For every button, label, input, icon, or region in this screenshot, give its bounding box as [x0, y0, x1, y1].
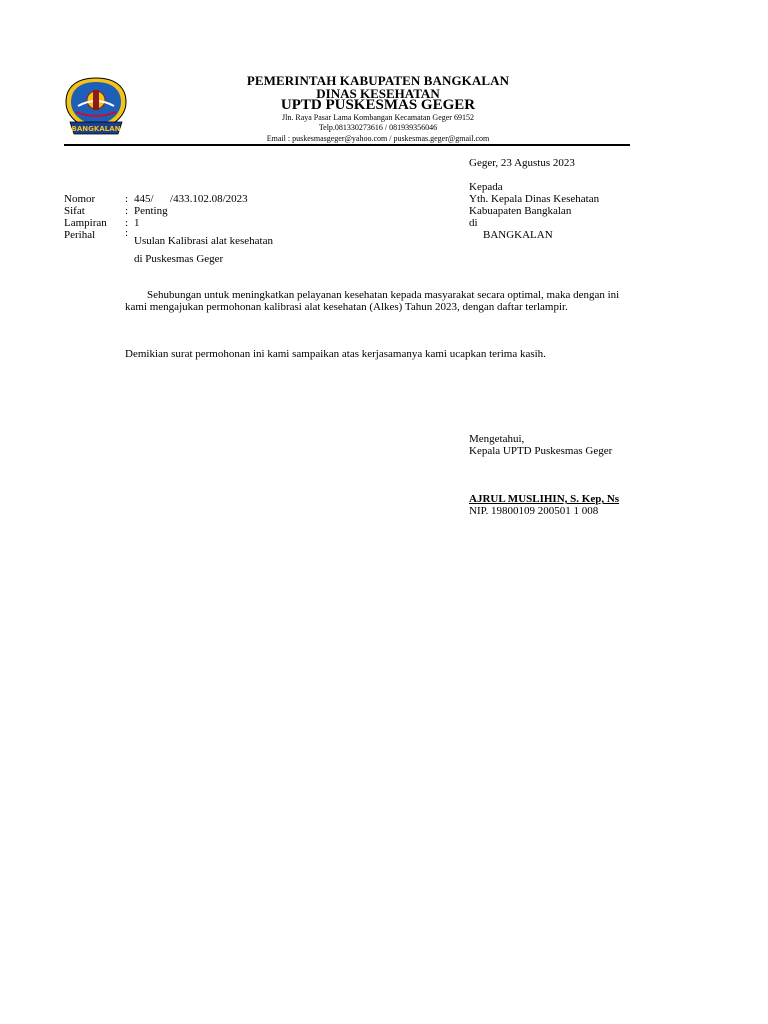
lampiran-label: Lampiran [64, 217, 107, 229]
nomor-label: Nomor [64, 193, 96, 205]
perihal-label: Perihal [64, 229, 96, 241]
sifat-value: Penting [134, 205, 168, 217]
letterhead-office: UPTD PUSKESMAS GEGER [280, 97, 476, 113]
perihal-line-2: di Puskesmas Geger [134, 253, 224, 265]
lampiran-colon: : [125, 217, 129, 229]
signature-nip: NIP. 19800109 200501 1 008 [469, 505, 599, 517]
regency-logo [64, 76, 128, 138]
body-paragraph-2: Demikian surat permohonan ini kami sampaikan atas kerjasamanya kami ucapkan terima kasih. [125, 348, 546, 360]
signature-name: AJRUL MUSLIHIN, S. Kep, Ns [469, 493, 620, 505]
letterhead-address: Jln. Raya Pasar Lama Kombangan Kecamatan Geger 69152 [282, 113, 474, 122]
recipient-line-5: BANGKALAN [483, 229, 553, 241]
signature-acknowledged: Mengetahui, [469, 433, 525, 445]
letterhead-email: Email : puskesmasgeger@yahoo.com / puskesmas.geger@gmail.com [266, 134, 490, 143]
body-paragraph-1: Sehubungan untuk meningkatkan pelayanan kesehatan kepada masyarakat secara optimal, maka dengan ini kami mengajukan permohonan kalibrasi alat kesehatan (Alkes) Tahun 2023, dengan daftar terlampir. [125, 289, 620, 313]
letterhead-phone: Telp.081330273616 / 081939356046 [318, 123, 438, 132]
logo-text: BANGKALAN [71, 125, 121, 133]
letterhead-divider [64, 144, 630, 146]
sifat-label: Sifat [64, 205, 85, 217]
letterhead-government: PEMERINTAH KABUPATEN BANGKALAN [246, 73, 510, 88]
recipient-line-3: Kabuapaten Bangkalan [469, 205, 572, 217]
nomor-value: 445/ /433.102.08/2023 [134, 193, 248, 205]
letterhead-department: DINAS KESEHATAN [316, 86, 440, 101]
nomor-colon: : [125, 193, 129, 205]
recipient-line-2: Yth. Kepala Dinas Kesehatan [469, 193, 600, 205]
recipient-line-4: di [469, 217, 478, 229]
sifat-colon: : [125, 205, 129, 217]
letter-date: Geger, 23 Agustus 2023 [469, 157, 575, 169]
signature-title: Kepala UPTD Puskesmas Geger [469, 445, 613, 457]
perihal-line-1: Usulan Kalibrasi alat kesehatan [134, 235, 273, 247]
recipient-line-1: Kepada [469, 181, 503, 193]
perihal-colon: : [125, 227, 129, 239]
lampiran-value: 1 [134, 217, 140, 229]
